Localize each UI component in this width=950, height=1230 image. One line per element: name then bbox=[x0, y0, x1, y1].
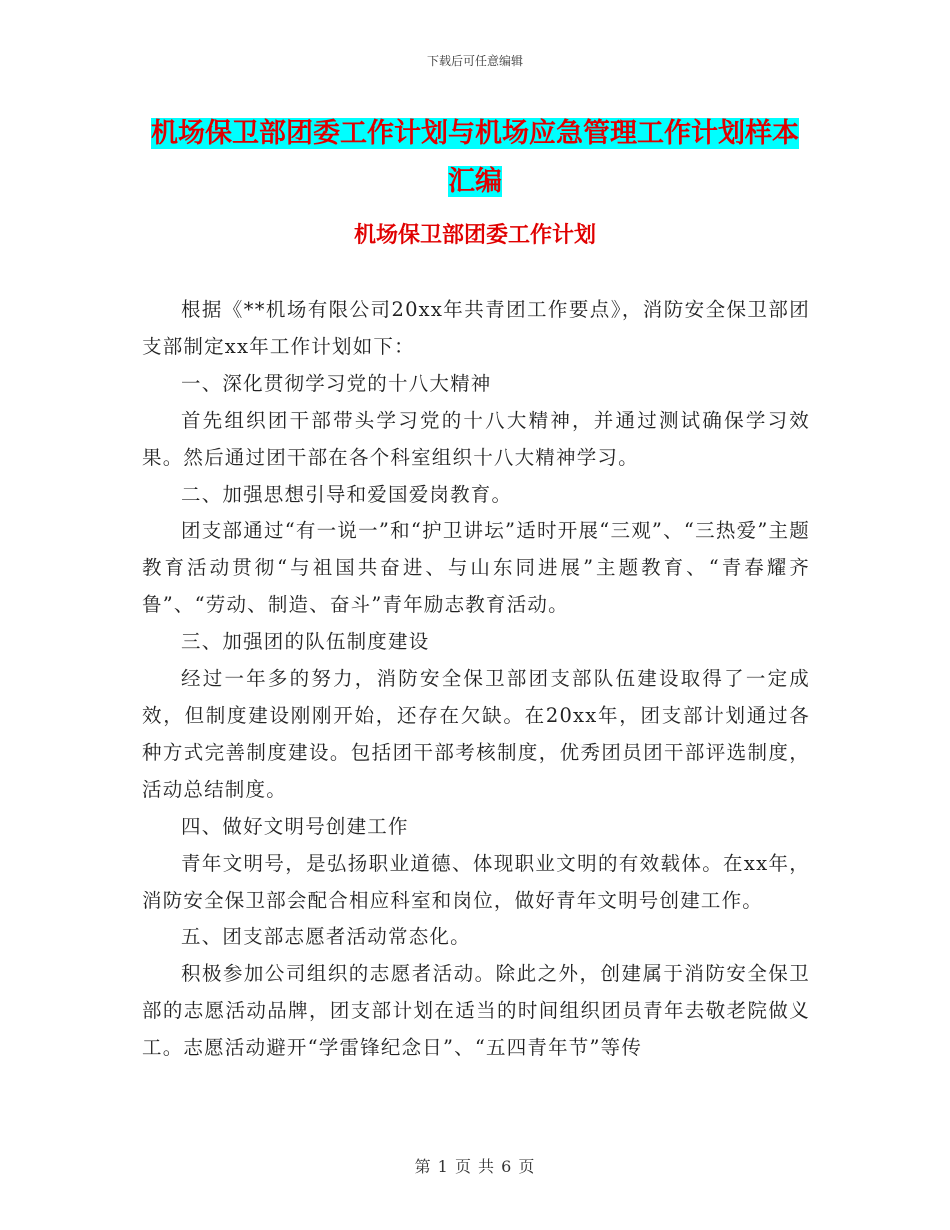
document-title bbox=[140, 110, 810, 206]
page-number-footer: 第 1 页 共 6 页 bbox=[414, 1157, 536, 1176]
section-title: 机场保卫部团委工作计划 bbox=[353, 223, 596, 248]
heading-item-3: 三、加强团的队伍制度建设 bbox=[181, 630, 430, 654]
heading-item-4: 四、做好文明号创建工作 bbox=[181, 814, 409, 838]
document-body bbox=[142, 292, 810, 1067]
paragraph-item-1: 首先组织团干部带头学习党的十八大精神，并通过测试确保学习效果。然后通过团干部在各个科室组织十八大精神学习。 bbox=[142, 408, 810, 469]
header-note: 下载后可任意编辑 bbox=[426, 54, 523, 68]
paragraph-item-4: 青年文明号，是弘扬职业道德、体现职业文明的有效载体。在xx年，消防安全保卫部会配合相应科室和岗位，做好青年文明号创建工作。 bbox=[142, 851, 810, 912]
heading-item-5: 五、团支部志愿者活动常态化。 bbox=[181, 925, 471, 949]
paragraph-intro: 根据《**机场有限公司20xx年共青团工作要点》，消防安全保卫部团支部制定xx年工作计划如下： bbox=[142, 298, 810, 358]
heading-item-1: 一、深化贯彻学习党的十八大精神 bbox=[181, 371, 492, 395]
document-title-text: 机场保卫部团委工作计划与机场应急管理工作计划样本汇编 bbox=[151, 118, 799, 197]
paragraph-item-5: 积极参加公司组织的志愿者活动。除此之外，创建属于消防安全保卫部的志愿活动品牌，团支部计划在适当的时间组织团员青年去敬老院做义工。志愿活动避开“学雷锋纪念日”、“五四青年节”等传 bbox=[142, 962, 810, 1060]
paragraph-item-3: 经过一年多的努力，消防安全保卫部团支部队伍建设取得了一定成效，但制度建设刚刚开始，还存在欠缺。在20xx年，团支部计划通过各种方式完善制度建设。包括团干部考核制度，优秀团员团干部评选制度，活动总结制度。 bbox=[142, 667, 810, 801]
heading-item-2: 二、加强思想引导和爱国爱岗教育。 bbox=[181, 482, 513, 506]
paragraph-item-2: 团支部通过“有一说一”和“护卫讲坛”适时开展“三观”、“三热爱”主题教育活动贯彻“与祖国共奋进、与山东同进展”主题教育、“青春耀齐鲁”、“劳动、制造、奋斗”青年励志教育活动。 bbox=[142, 519, 810, 617]
